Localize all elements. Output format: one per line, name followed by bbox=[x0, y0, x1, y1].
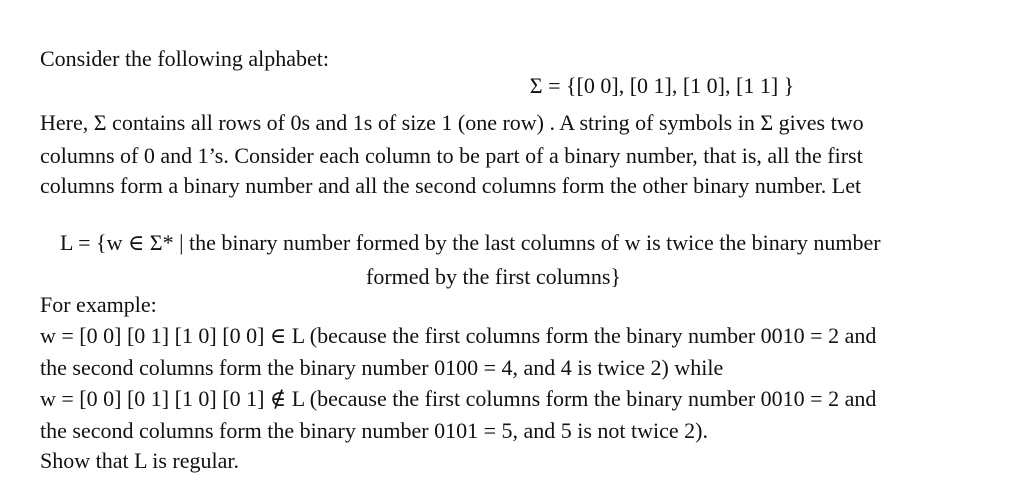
alphabet-definition: Σ = {[0 0], [0 1], [1 0], [1 1] } bbox=[529, 73, 795, 98]
example-2-line-2: the second columns form the binary number 0101 = 5, and 5 is not twice 2). bbox=[40, 418, 708, 443]
example-1-line-2: the second columns form the binary number 0100 = 4, and 4 is twice 2) while bbox=[40, 355, 724, 380]
example-2-line-1: w = [0 0] [0 1] [1 0] [0 1] ∉ L (because the first columns form the binary number 0010 = 2 and bbox=[40, 386, 877, 411]
intro-text: Consider the following alphabet: bbox=[40, 46, 329, 71]
description-line-1: Here, Σ contains all rows of 0s and 1s of size 1 (one row) . A string of symbols in Σ gives two bbox=[40, 110, 864, 135]
description-line-3: columns form a binary number and all the second columns form the other binary number. Let bbox=[40, 173, 862, 198]
language-definition-line-1: L = {w ∈ Σ* | the binary number formed by the last columns of w is twice the binary number bbox=[60, 230, 881, 255]
task-statement: Show that L is regular. bbox=[40, 448, 239, 473]
language-definition-line-2: formed by the first columns} bbox=[366, 264, 621, 289]
description-line-2: columns of 0 and 1’s. Consider each column to be part of a binary number, that is, all the first bbox=[40, 143, 863, 168]
example-1-line-1: w = [0 0] [0 1] [1 0] [0 0] ∈ L (because the first columns form the binary number 0010 = 2 and bbox=[40, 323, 877, 348]
example-heading: For example: bbox=[40, 292, 157, 317]
